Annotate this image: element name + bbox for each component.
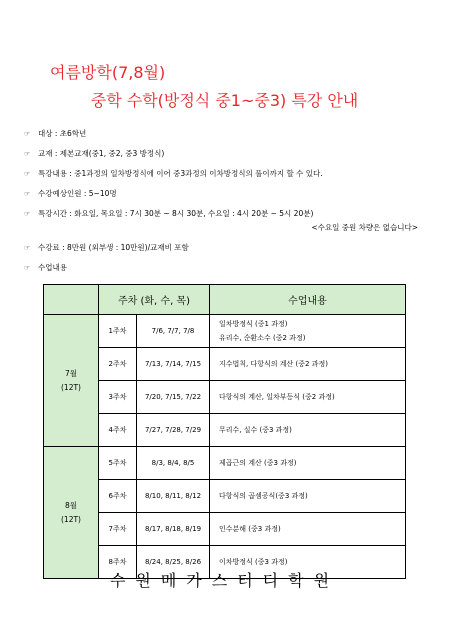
content-cell: 이차방정식 (중3 과정) [210,546,406,579]
week-cell: 3주차 [99,381,137,414]
academy-name: 수원메가스터디학원 [109,571,340,590]
info-note: <수요일 중원 차량은 없습니다> [311,223,418,232]
week-cell: 6주차 [99,480,137,513]
dates-cell: 7/20, 7/15, 7/22 [137,381,210,414]
pointing-hand-icon: ☞ [24,190,31,198]
pointing-hand-icon: ☞ [24,170,31,178]
pointing-hand-icon: ☞ [24,264,31,272]
dates-cell: 7/27, 7/28, 7/29 [137,414,210,447]
header-blank [44,285,99,315]
content-cell: 무리수, 실수 (중3 과정) [210,414,406,447]
table-row [44,348,406,381]
table-row [44,480,406,513]
dates-cell: 8/10, 8/11, 8/12 [137,480,210,513]
pointing-hand-icon: ☞ [24,210,31,218]
dates-cell: 8/3, 8/4, 8/5 [137,447,210,480]
week-cell: 7주차 [99,513,137,546]
info-capacity: ☞ 수강예상인원 : 5~10명 [24,184,434,204]
month-august: 8월 (12T) [44,447,99,579]
table-header-row [44,285,406,315]
table-row [44,447,406,480]
table-row [44,513,406,546]
week-cell: 2주차 [99,348,137,381]
info-content: ☞ 특강내용 : 중1과정의 일차방정식에 이어 중3과정의 이차방정식의 풀이까지 할 수 있다. [24,164,434,184]
header-content: 수업내용 [210,285,406,315]
week-cell: 1주차 [99,315,137,348]
schedule-table [43,284,406,579]
table-row [44,315,406,348]
dates-cell: 8/17, 8/18, 8/19 [137,513,210,546]
month-july: 7월 (12T) [44,315,99,447]
info-schedule: ☞ 특강시간 : 화요일, 목요일 : 7시 30분 ~ 8시 30분, 수요일 : 4시 20분 ~ 5시 20분) [24,204,434,224]
info-list [24,124,434,278]
week-cell: 4주차 [99,414,137,447]
dates-cell: 7/13, 7/14, 7/15 [137,348,210,381]
content-cell: 인수분해 (중3 과정) [210,513,406,546]
title: 여름방학(7,8월) [50,63,166,82]
info-textbook: ☞ 교재 : 제본교재(중1, 중2, 중3 방정식) [24,144,434,164]
subtitle: 중학 수학(방정식 중1~중3) 특강 안내 [90,91,359,110]
content-cell: 다항식의 곱셈공식(중3 과정) [210,480,406,513]
content-cell: 지수법칙, 다항식의 계산 (중2 과정) [210,348,406,381]
info-target: ☞ 대상 : 초6학년 [24,124,434,144]
info-class-content: ☞ 수업내용 [24,258,434,278]
info-fee: ☞ 수강료 : 8만원 (외부생 : 10만원)/교재비 포함 [24,238,434,258]
content-cell: 다항식의 계산, 일차부등식 (중2 과정) [210,381,406,414]
dates-cell: 8/24, 8/25, 8/26 [137,546,210,579]
content-cell: 일차방정식 (중1 과정) 유리수, 순환소수 (중2 과정) [210,315,406,348]
content-cell: 제곱근의 계산 (중3 과정) [210,447,406,480]
pointing-hand-icon: ☞ [24,130,31,138]
pointing-hand-icon: ☞ [24,244,31,252]
week-cell: 8주차 [99,546,137,579]
table-row [44,414,406,447]
week-cell: 5주차 [99,447,137,480]
header-week: 주차 (화, 수, 목) [99,285,210,315]
dates-cell: 7/6, 7/7, 7/8 [137,315,210,348]
pointing-hand-icon: ☞ [24,150,31,158]
table-row [44,381,406,414]
